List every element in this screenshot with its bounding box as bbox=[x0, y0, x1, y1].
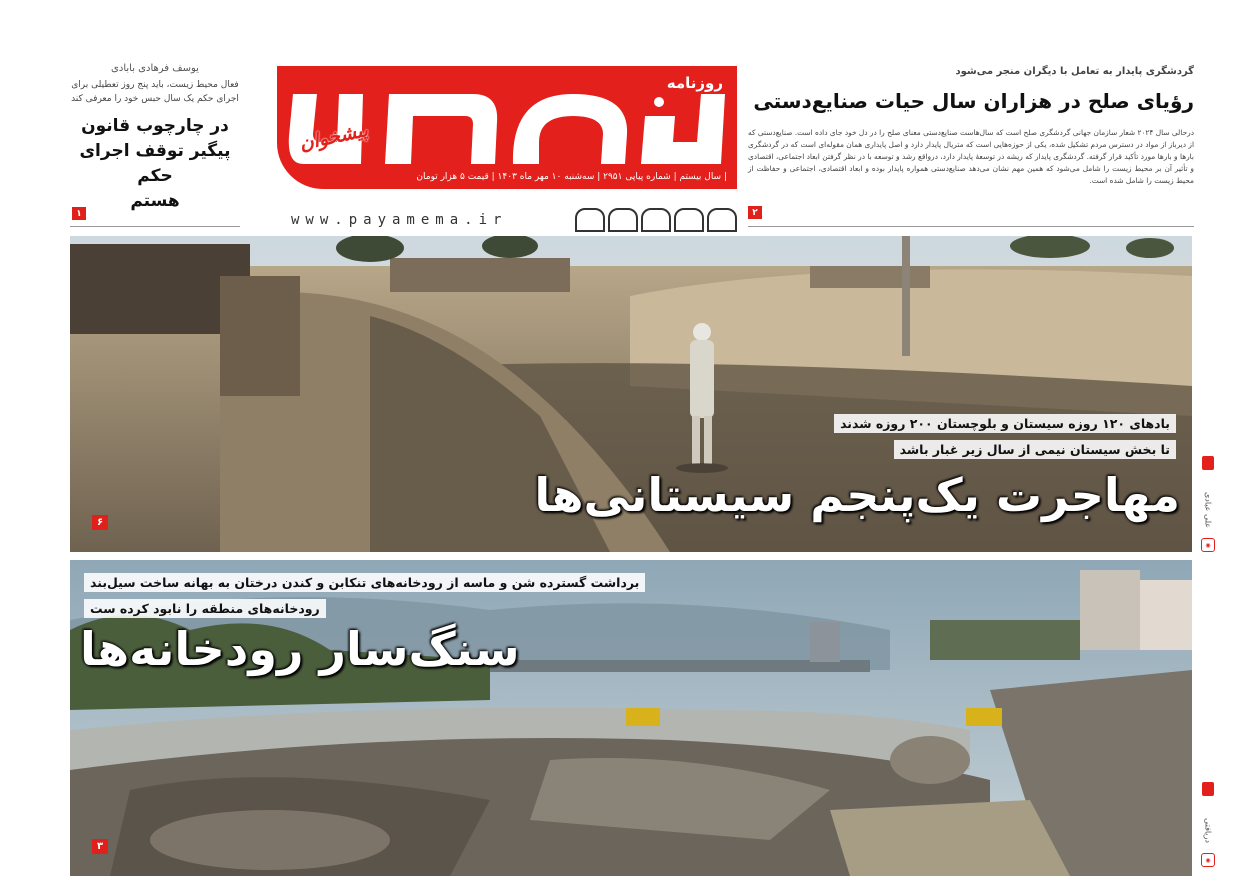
oped-title-line-2: پیگیر توقف اجرای حکم bbox=[79, 141, 231, 186]
camera-icon: ◉ bbox=[1201, 853, 1215, 867]
oped-title-line-3: هستم bbox=[130, 191, 180, 211]
camera-icon: ◉ bbox=[1201, 538, 1215, 552]
divider bbox=[748, 226, 1194, 227]
top-story bbox=[748, 66, 1194, 226]
logo-segment bbox=[674, 208, 704, 232]
issue-info: | سال بیستم | شماره پیاپی ۲۹۵۱ | سه‌شنبه ۱۰ مهر ماه ۱۴۰۳ | قیمت ۵ هزار تومان bbox=[416, 172, 727, 182]
top-story-page-badge: ۲ bbox=[748, 206, 762, 219]
top-story-kicker: گردشگری پایدار به تعامل با دیگران منجر می‌شود bbox=[955, 66, 1194, 77]
website-link[interactable]: www.payamema.ir bbox=[291, 212, 508, 228]
logo-segment bbox=[641, 208, 671, 232]
section-mark-icon bbox=[1202, 456, 1214, 470]
oped-column bbox=[70, 62, 240, 230]
oped-intro: فعال محیط زیست، باید پنج روز تعطیلی برای اجرای حکم یک سال حبس خود را معرفی کند bbox=[71, 80, 239, 104]
top-story-body: درحالی سال ۲۰۲۴ شعار سازمان جهانی گردشگری صلح است که سال‌هاست صنایع‌دستی معنای صلح را در دل خود جای داده است. صنایع‌دستی که از دیرباز از مواد در دسترس مردم تشکیل شده، یکی از حوزه‌هایی است که متریال پایدار دارد و اصل پایداری همان مقوله‌ای است که در گردشگری بارها و بارها مورد تأکید قرار گرفته. گردشگری پایدار که ریشه در توسعهٔ پایدار دارد، درواقع رشد و توسعه با در نظر گرفتن ابعاد اجتماعی، اقتصادی و تأثیر آن بر محیط زیست را شامل می‌شود که همین مهم نشان می‌دهد صنایع‌دستی همواره پایدار بوده و ابعاد اقتصادی، اجتماعی و حفاظت از محیط زیست را شامل شده است. bbox=[748, 128, 1194, 185]
masthead-watermark: پیشخوان bbox=[297, 119, 370, 155]
story-1-credit bbox=[1198, 456, 1218, 552]
story-1-subtitle-2: تا بخش سیستان نیمی از سال زیر غبار باشد bbox=[894, 440, 1176, 459]
oped-title-line-1: در چارچوب قانون bbox=[81, 116, 229, 136]
masthead bbox=[277, 66, 737, 189]
story-1-subtitle-1: بادهای ۱۲۰ روزه سیستان و بلوچستان ۲۰۰ روزه شدند bbox=[834, 414, 1176, 433]
divider bbox=[70, 226, 240, 227]
section-mark-icon bbox=[1202, 782, 1214, 796]
photo-credit: علی عبادی bbox=[1203, 492, 1213, 529]
oped-title[interactable] bbox=[70, 114, 240, 214]
story-1-photo-panel[interactable] bbox=[70, 236, 1192, 552]
site-strip bbox=[277, 208, 737, 236]
photo-credit: دریافتی bbox=[1203, 818, 1213, 843]
oped-page-badge: ۱ bbox=[72, 207, 86, 220]
story-1-headline[interactable]: مهاجرت یک‌پنجم سیستانی‌ها bbox=[534, 468, 1180, 522]
masthead-prefix: روزنامه bbox=[666, 74, 723, 92]
masthead-logo bbox=[277, 72, 737, 168]
story-2-subtitle-2: رودخانه‌های منطقه را نابود کرده ست bbox=[84, 599, 326, 618]
oped-author: یوسف فرهادی بابادی bbox=[111, 63, 199, 74]
story-2-page-badge: ۳ bbox=[92, 839, 108, 854]
story-2-subtitle-1: برداشت گسترده شن و ماسه از رودخانه‌های تنکابن و کندن درختان به بهانه ساخت سیل‌بند bbox=[84, 573, 645, 592]
top-story-title[interactable]: رؤیای صلح در هزاران سال حیات صنایع‌دستی bbox=[753, 89, 1194, 113]
story-2-headline[interactable]: سنگ‌سار رودخانه‌ها bbox=[80, 622, 520, 676]
logo-segment bbox=[707, 208, 737, 232]
logo-segment bbox=[575, 208, 605, 232]
logo-outline-icon bbox=[575, 208, 737, 232]
story-2-credit bbox=[1198, 782, 1218, 867]
logo-segment bbox=[608, 208, 638, 232]
story-2-photo-panel[interactable] bbox=[70, 560, 1192, 876]
story-1-page-badge: ۶ bbox=[92, 515, 108, 530]
